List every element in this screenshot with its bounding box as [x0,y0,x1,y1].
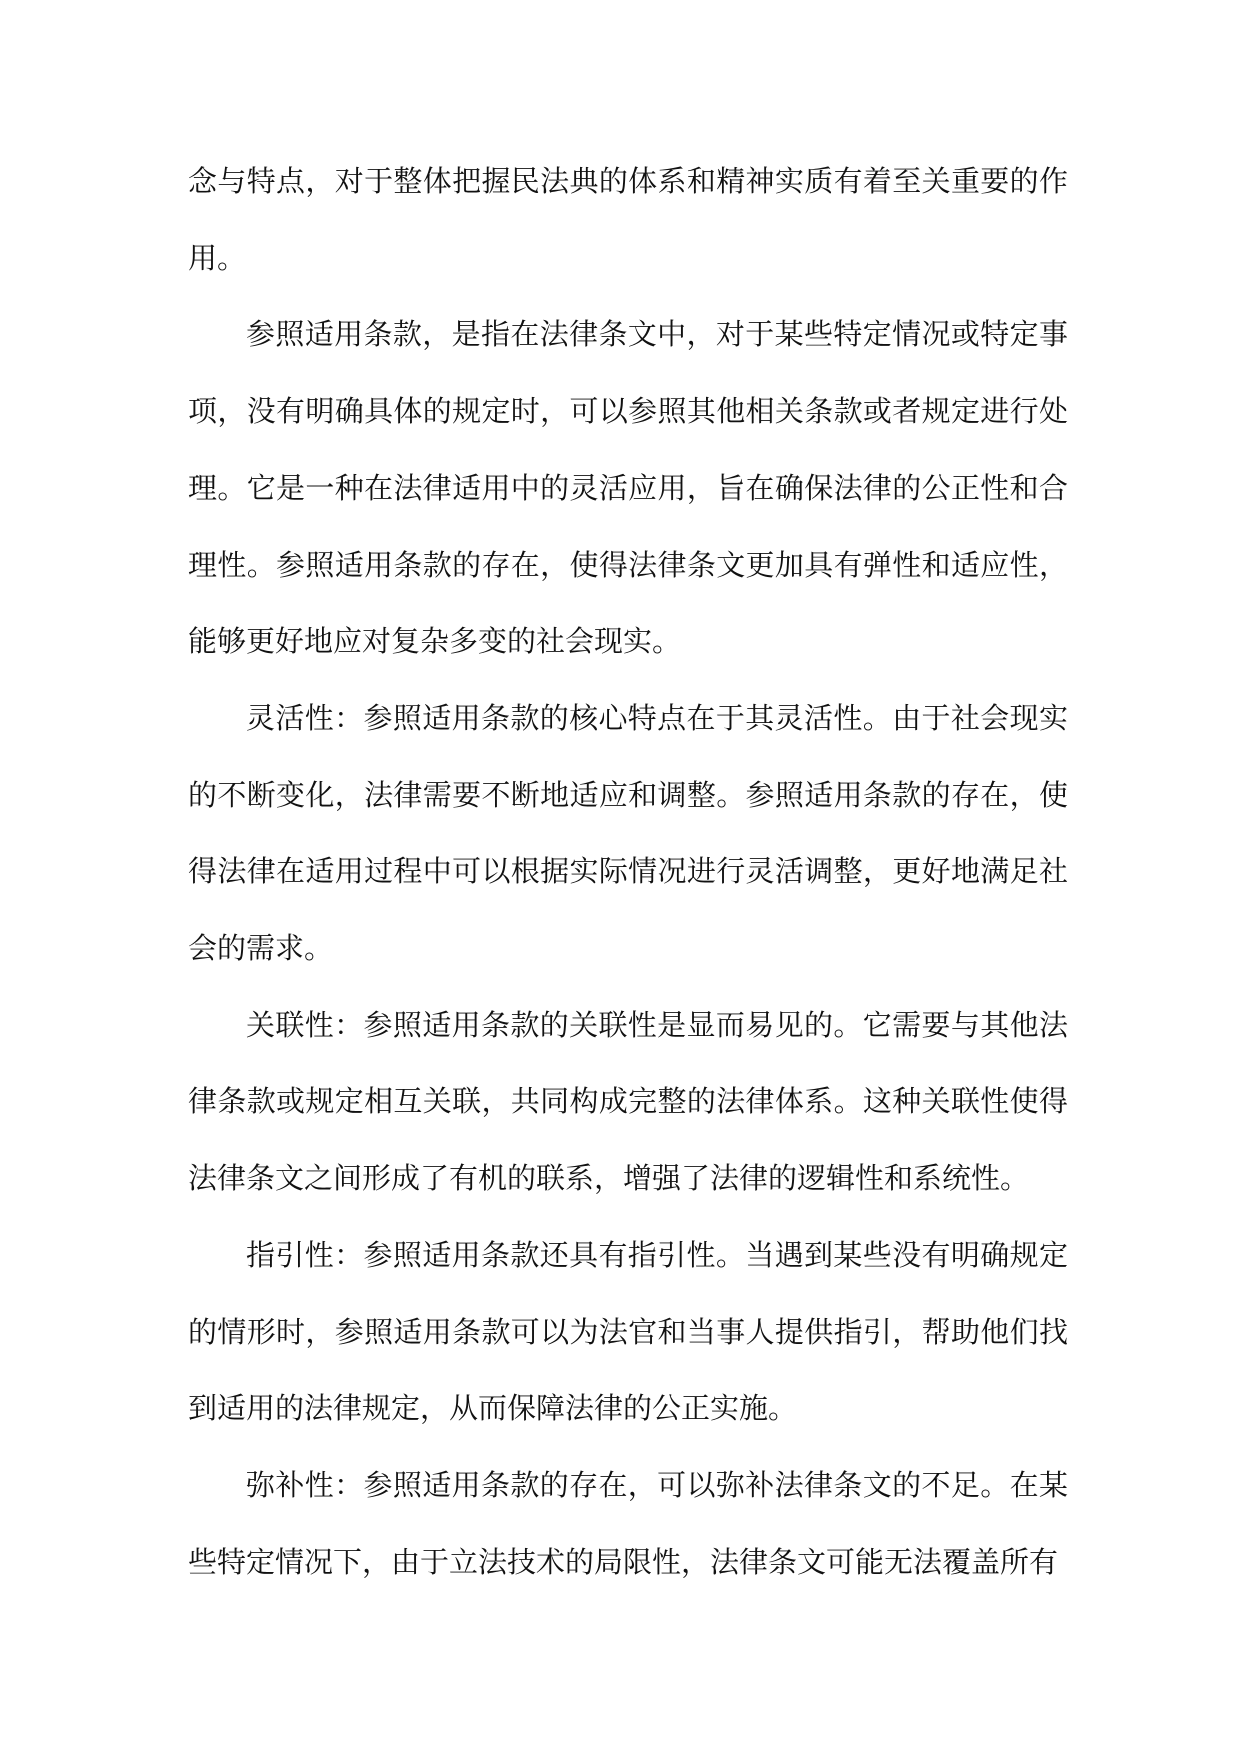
paragraph-relevance: 关联性：参照适用条款的关联性是显而易见的。它需要与其他法律条款或规定相互关联，共同构成完整的法律体系。这种关联性使得法律条文之间形成了有机的联系，增强了法律的逻辑性和系统性。 [188,1007,1068,1196]
paragraph-supplementary: 弥补性：参照适用条款的存在，可以弥补法律条文的不足。在某些特定情况下，由于立法技术的局限性，法律条文可能无法覆盖所有 [188,1467,1068,1579]
paragraph-flexibility: 灵活性：参照适用条款的核心特点在于其灵活性。由于社会现实的不断变化，法律需要不断地适应和调整。参照适用条款的存在，使得法律在适用过程中可以根据实际情况进行灵活调整，更好地满足社会的需求。 [188,700,1068,966]
paragraph-reference-clause-definition: 参照适用条款，是指在法律条文中，对于某些特定情况或特定事项，没有明确具体的规定时，可以参照其他相关条款或者规定进行处理。它是一种在法律适用中的灵活应用，旨在确保法律的公正性和合理性。参照适用条款的存在，使得法律条文更加具有弹性和适应性，能够更好地应对复杂多变的社会现实。 [188,317,1068,659]
document-body [188,143,1068,1600]
paragraph-guidance: 指引性：参照适用条款还具有指引性。当遇到某些没有明确规定的情形时，参照适用条款可以为法官和当事人提供指引，帮助他们找到适用的法律规定，从而保障法律的公正实施。 [188,1237,1068,1426]
paragraph-continuation: 念与特点，对于整体把握民法典的体系和精神实质有着至关重要的作用。 [188,164,1068,275]
